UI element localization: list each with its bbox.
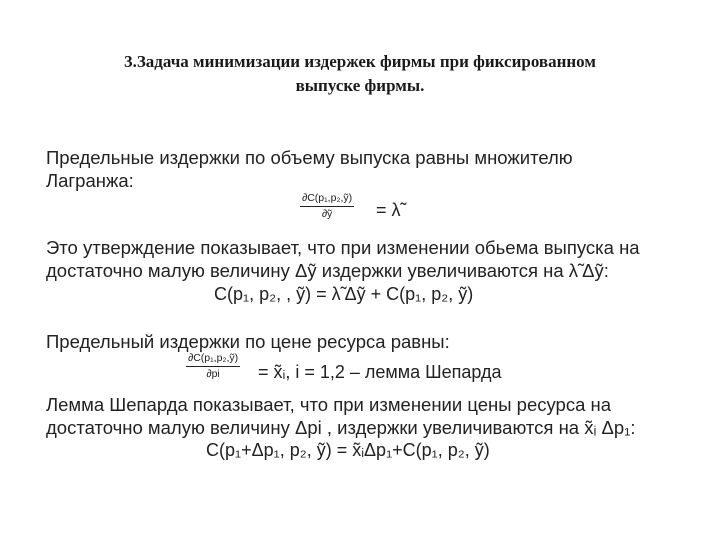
s1-frac-denominator: ∂ỹ [321, 208, 333, 220]
s1-line-3: Это утверждение показывает, что при изменении обьема выпуска на [46, 237, 640, 258]
s2-frac-denominator: ∂pi [206, 368, 220, 380]
s1-line-4: достаточно малую величину Δỹ издержки увеличиваются на λ̃ Δỹ: [46, 260, 609, 281]
title-line-2: выпуске фирмы. [295, 76, 425, 95]
s1-line-2: Лагранжа: [46, 170, 134, 191]
s2-line-2: Лемма Шепарда показывает, что при изменении цены ресурса на [46, 394, 612, 415]
s1-frac-numerator: ∂C(p₁,p₂,ỹ) [302, 192, 353, 204]
s1-frac-rhs: = λ̃ [376, 200, 401, 220]
s1-frac-bar [300, 206, 354, 207]
s1-fraction [300, 192, 354, 221]
s2-fraction [186, 352, 240, 381]
s2-line-1: Предельный издержки по цене ресурса равны: [46, 331, 450, 352]
s2-frac-bar [186, 366, 240, 367]
title-line-1: 3.Задача минимизации издержек фирмы при фиксированном [124, 52, 596, 71]
s2-frac-rhs: = x̃ᵢ, i = 1,2 – лемма Шепарда [258, 362, 502, 382]
slide-title [40, 50, 680, 98]
s1-formula: C(p₁, p₂, , ỹ) = λ̃ Δỹ + C(p₁, p₂, ỹ) [214, 284, 474, 304]
s1-line-1: Предельные издержки по объему выпуска равны множителю [46, 147, 573, 168]
s2-frac-numerator: ∂C(p₁,p₂,ỹ) [188, 352, 239, 364]
s2-formula: C(p₁+Δp₁, p₂, ỹ) = x̃ᵢΔp₁+C(p₁, p₂, ỹ) [206, 440, 490, 460]
s2-line-3: достаточно малую величину Δpi , издержки увеличиваются на x̃ᵢ Δp₁: [46, 417, 636, 438]
